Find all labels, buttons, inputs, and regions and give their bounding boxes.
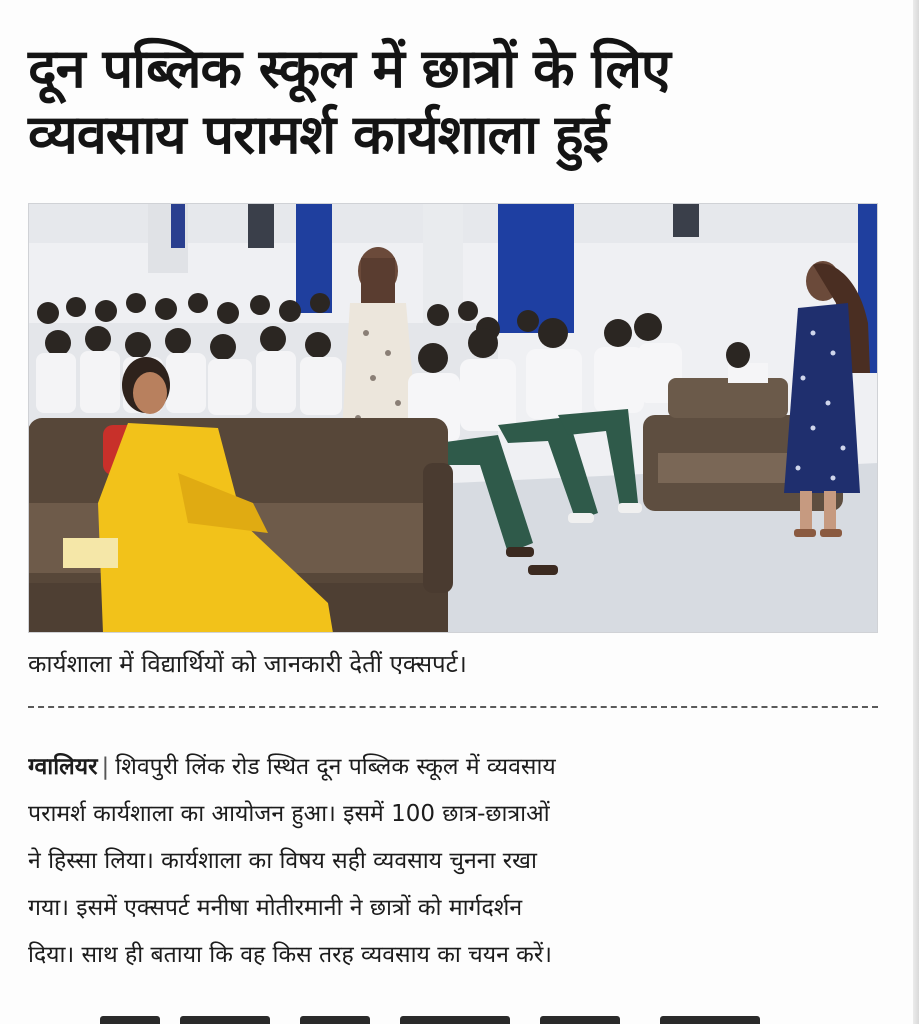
dateline: ग्वालियर [28,754,98,780]
dateline-separator: | [101,754,110,780]
headline-line-2: व्यवसाय परामर्श कार्यशाला हुई [28,103,609,166]
dashed-divider [28,706,878,708]
page-edge [913,0,919,1024]
next-line-cutoff [60,1008,840,1024]
photo-caption: कार्यशाला में विद्यार्थियों को जानकारी देतीं एक्सपर्ट। [28,650,467,678]
body-line-4: गया। इसमें एक्सपर्ट मनीषा मोतीरमानी ने छात्रों को मार्गदर्शन [28,895,523,921]
body-line-1 [28,744,880,791]
body-line-5: दिया। साथ ही बताया कि वह किस तरह व्यवसाय का चयन करें। [28,942,552,968]
body-line-2: परामर्श कार्यशाला का आयोजन हुआ। इसमें 100 छात्र-छात्राओं [28,801,550,827]
body-line-1-text: शिवपुरी लिंक रोड स्थित दून पब्लिक स्कूल में व्यवसाय [115,754,556,780]
article-body [28,744,880,979]
body-line-3: ने हिस्सा लिया। कार्यशाला का विषय सही व्यवसाय चुनना रखा [28,848,537,874]
article-photo [28,203,878,633]
headline-line-1: दून पब्लिक स्कूल में छात्रों के लिए [28,37,670,100]
headline [28,36,888,168]
workshop-photo-illustration [28,203,878,633]
curtain-left-small [171,203,185,248]
